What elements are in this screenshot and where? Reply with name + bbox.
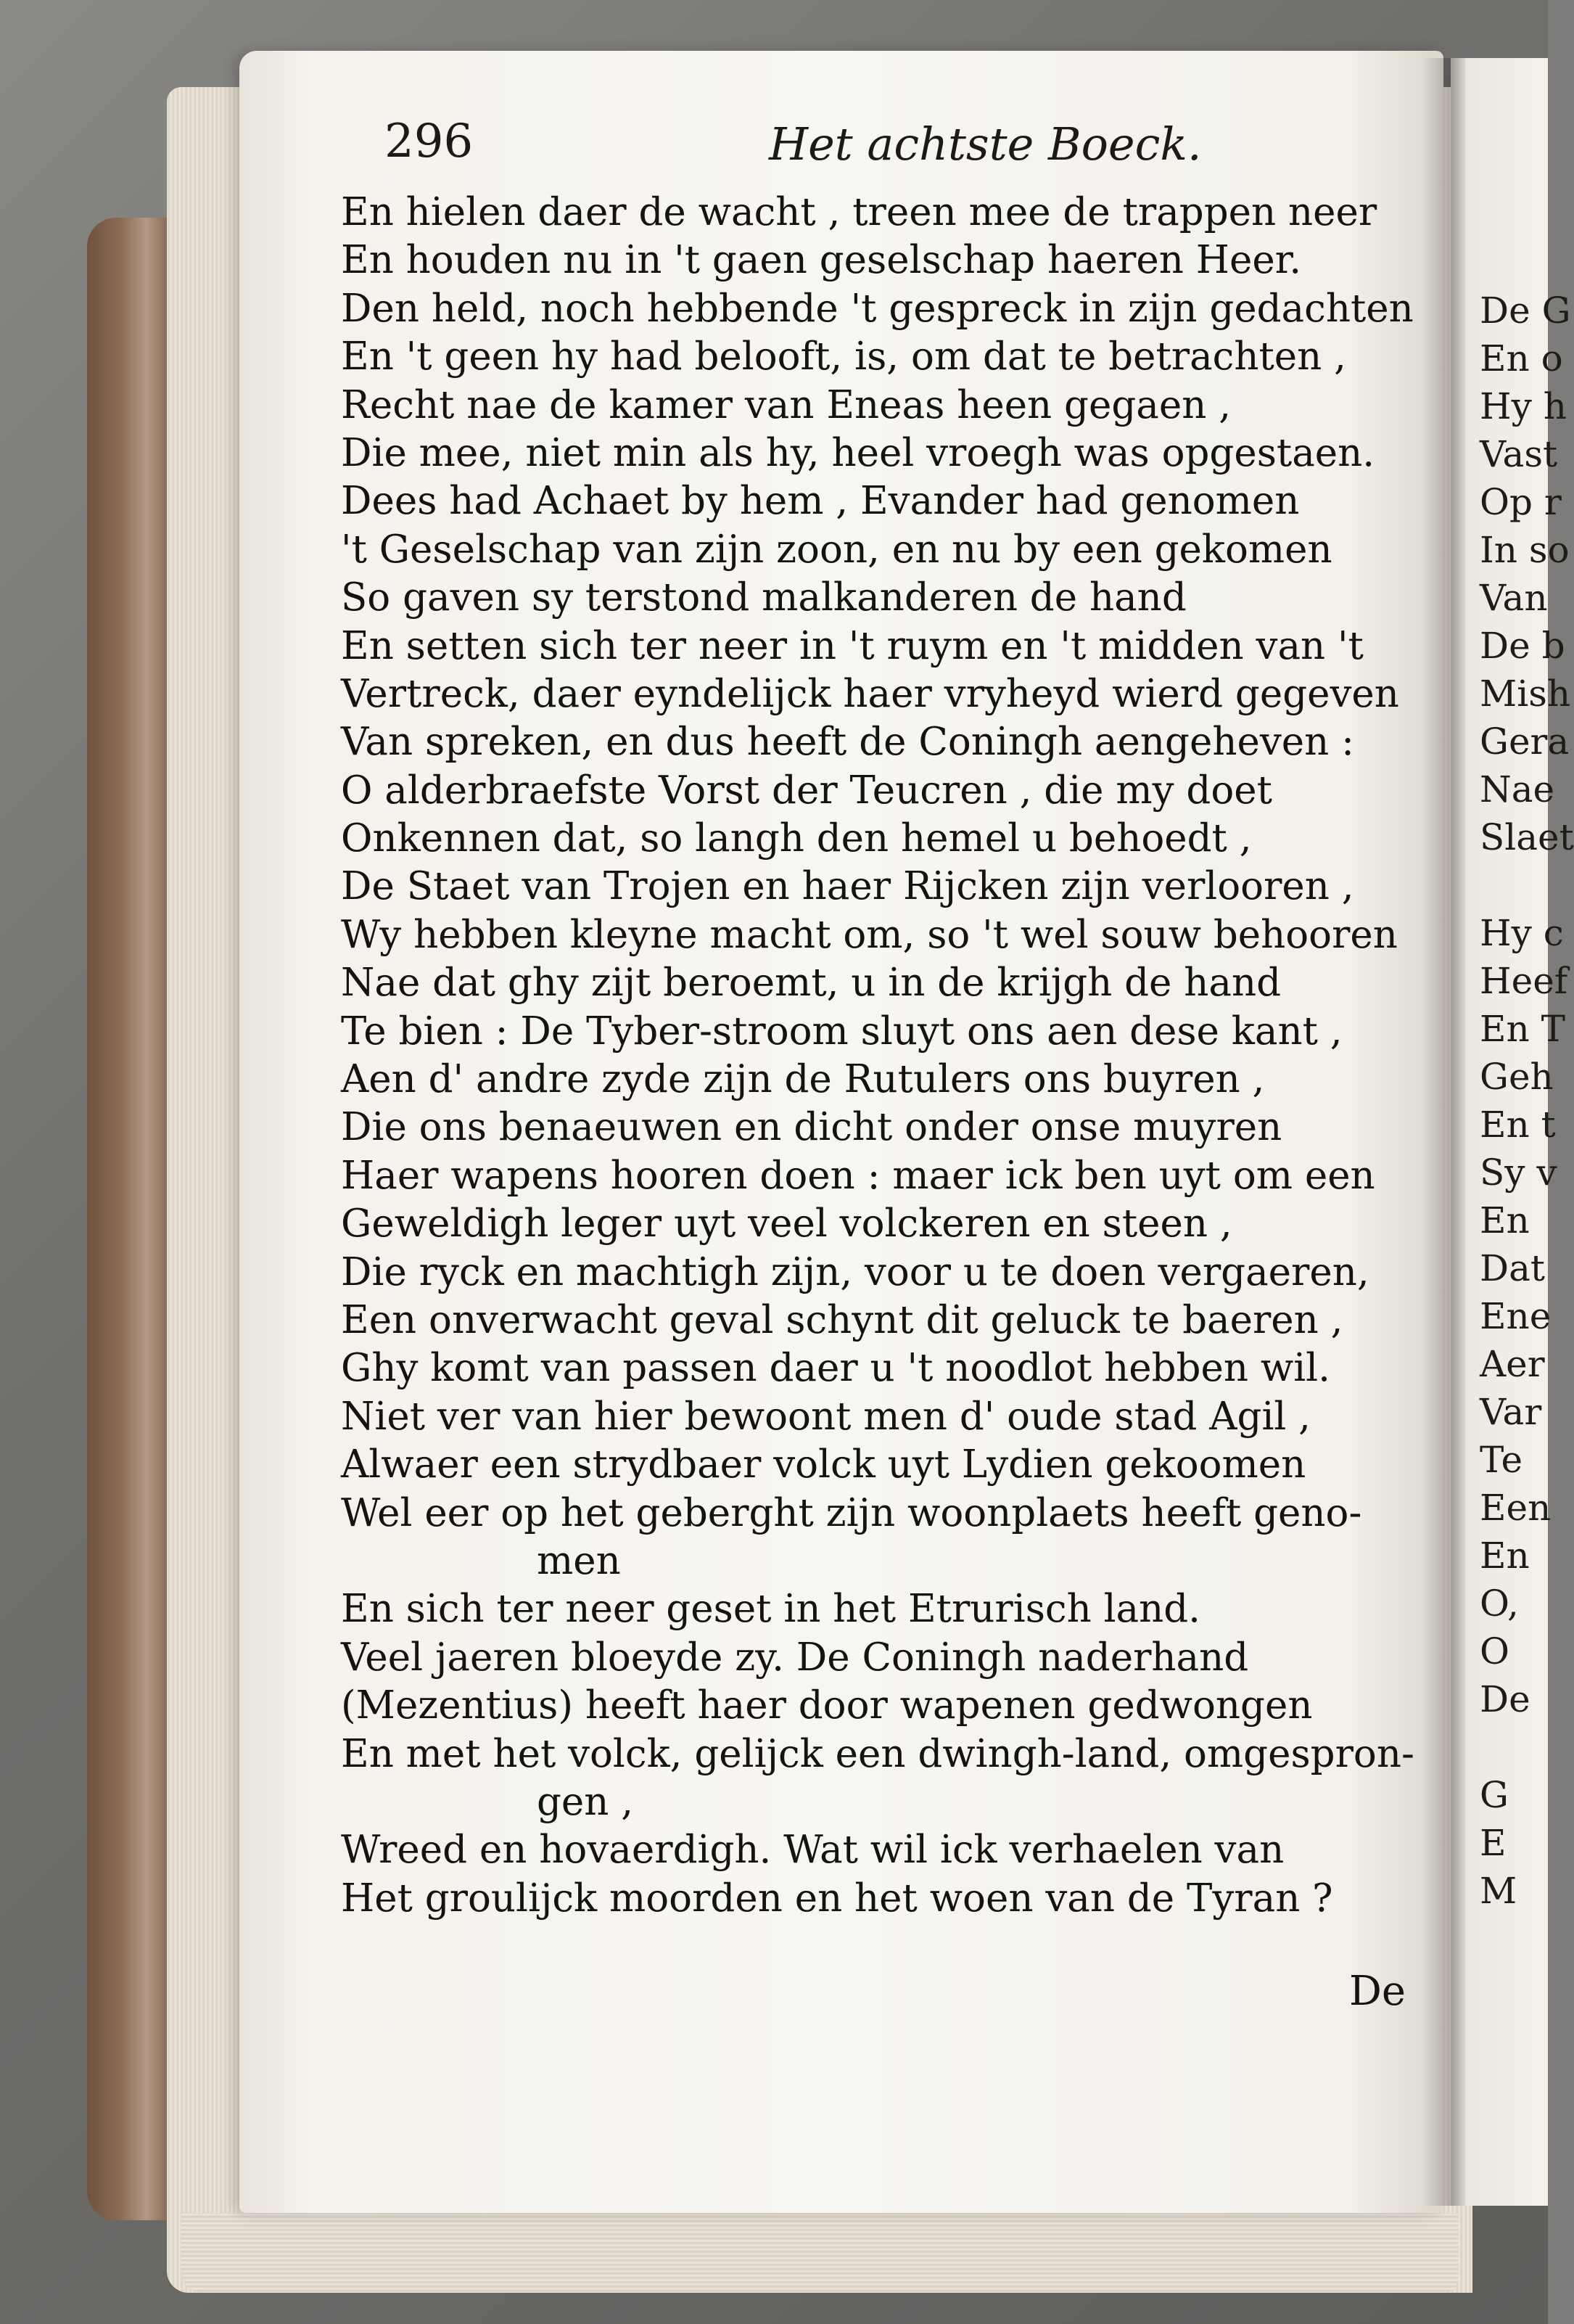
facing-page-line: Slaet — [1480, 816, 1574, 858]
verse-line: Veel jaeren bloeyde zy. De Coningh naderhand — [341, 1635, 1249, 1680]
verse-line: men — [537, 1538, 621, 1583]
verse-line: O alderbraefste Vorst der Teucren , die my doet — [341, 768, 1272, 813]
verse-line: En houden nu in 't gaen geselschap haeren Heer. — [341, 238, 1302, 283]
verse-line: Die ons benaeuwen en dicht onder onse muyren — [341, 1105, 1282, 1150]
facing-page-line: Vast — [1480, 433, 1558, 475]
verse-text — [341, 189, 1422, 1923]
verse-line: Nae dat ghy zijt beroemt, u in de krijgh de hand — [341, 961, 1282, 1006]
facing-page-line: Van — [1480, 577, 1548, 619]
facing-page-line: En o — [1480, 337, 1563, 379]
verse-line: Wel eer op het geberght zijn woonplaets heeft geno- — [341, 1490, 1362, 1535]
verse-line: Dees had Achaet by hem , Evander had genomen — [341, 479, 1300, 524]
facing-page-line — [1480, 1723, 1548, 1771]
verse-line: gen , — [537, 1779, 634, 1824]
facing-page-line: En T — [1480, 1008, 1565, 1050]
verse-line: Van spreken, en dus heeft de Coningh aengeheven : — [341, 720, 1354, 765]
facing-page-line: In so — [1480, 529, 1570, 571]
verse-line: Ghy komt van passen daer u 't noodlot hebben wil. — [341, 1346, 1330, 1391]
verse-line: Haer wapens hooren doen : maer ick ben uyt om een — [341, 1153, 1375, 1198]
verse-line: En hielen daer de wacht , treen mee de trappen neer — [341, 190, 1377, 234]
verse-line: Den held, noch hebbende 't gespreck in zijn gedachten — [341, 286, 1414, 331]
facing-page-line: En — [1480, 1199, 1530, 1241]
page-number: 296 — [384, 115, 474, 168]
gutter-shadow — [1422, 58, 1465, 2206]
facing-page-line: Op r — [1480, 481, 1562, 523]
facing-page-line: Hy h — [1480, 385, 1567, 427]
verse-line: Vertreck, daer eyndelijck haer vryheyd wierd gegeven — [341, 671, 1399, 716]
facing-page-line: Mish — [1480, 673, 1571, 715]
verse-line: De Staet van Trojen en haer Rijcken zijn verlooren , — [341, 864, 1354, 909]
verse-line: Het groulijck moorden en het woen van de Tyran ? — [341, 1876, 1333, 1921]
verse-line: Onkennen dat, so langh den hemel u behoedt , — [341, 816, 1252, 861]
verse-line: Te bien : De Tyber-stroom sluyt ons aen dese kant , — [341, 1009, 1343, 1054]
facing-page-line: Gera — [1480, 720, 1570, 763]
verse-line: En sich ter neer geset in het Etrurisch land. — [341, 1587, 1201, 1632]
facing-page-line: Ene — [1480, 1295, 1552, 1337]
facing-page-line: Aer — [1480, 1343, 1545, 1385]
verse-line: Geweldigh leger uyt veel volckeren en steen , — [341, 1202, 1232, 1247]
facing-page-line: M — [1480, 1870, 1517, 1912]
facing-page-line: En t — [1480, 1104, 1556, 1146]
verse-line: Alwaer een strydbaer volck uyt Lydien gekoomen — [341, 1442, 1306, 1487]
facing-page-line: Geh — [1480, 1056, 1554, 1098]
verse-line: En met het volck, gelijck een dwingh-land, omgespron- — [341, 1731, 1414, 1776]
facing-page-line: E — [1480, 1822, 1507, 1864]
verse-line: So gaven sy terstond malkanderen de hand — [341, 575, 1187, 620]
facing-page-text — [1480, 287, 1574, 1915]
facing-page-line: En — [1480, 1535, 1530, 1577]
facing-page-line: Dat — [1480, 1247, 1545, 1289]
verse-line: En setten sich ter neer in 't ruym en 't midden van 't — [341, 623, 1364, 668]
catchword: De — [1349, 1968, 1406, 2015]
facing-page-line: De G — [1480, 290, 1571, 332]
verse-line: En 't geen hy had belooft, is, om dat te betrachten , — [341, 334, 1346, 379]
running-head: Het achtste Boeck. — [769, 118, 1202, 171]
verse-line: Niet ver van hier bewoont men d' oude stad Agil , — [341, 1394, 1311, 1439]
facing-page-line: O — [1480, 1630, 1509, 1672]
verse-line: (Mezentius) heeft haer door wapenen gedwongen — [341, 1683, 1313, 1728]
verse-line: Wreed en hovaerdigh. Wat wil ick verhaelen van — [341, 1828, 1285, 1873]
facing-page-line: G — [1480, 1774, 1509, 1816]
verse-line: Een onverwacht geval schynt dit geluck te baeren , — [341, 1297, 1343, 1342]
verse-line: 't Geselschap van zijn zoon, en nu by een gekomen — [341, 527, 1332, 572]
facing-page-line: De b — [1480, 625, 1565, 667]
facing-page-line: Var — [1480, 1391, 1542, 1433]
page-stack-bottom-edge — [181, 2213, 1458, 2293]
verse-line: Aen d' andre zyde zijn de Rutulers ons buyren , — [341, 1057, 1265, 1102]
facing-page-line: O, — [1480, 1582, 1519, 1625]
facing-page-line: Nae — [1480, 768, 1555, 810]
facing-page-line: Heef — [1480, 960, 1568, 1002]
verse-line: Recht nae de kamer van Eneas heen gegaen , — [341, 382, 1232, 427]
facing-page-line: Hy c — [1480, 912, 1564, 954]
facing-page-line — [1480, 861, 1548, 909]
verse-line: Die ryck en machtigh zijn, voor u te doen vergaeren, — [341, 1249, 1369, 1294]
verse-line: Die mee, niet min als hy, heel vroegh was opgestaen. — [341, 430, 1375, 475]
facing-page-line: De — [1480, 1678, 1530, 1720]
page-header — [384, 115, 1407, 194]
facing-page-line: Te — [1480, 1439, 1523, 1481]
facing-page-line: Een — [1480, 1487, 1552, 1529]
verse-line: Wy hebben kleyne macht om, so 't wel souw behooren — [341, 912, 1398, 957]
facing-page-line: Sy v — [1480, 1151, 1557, 1194]
